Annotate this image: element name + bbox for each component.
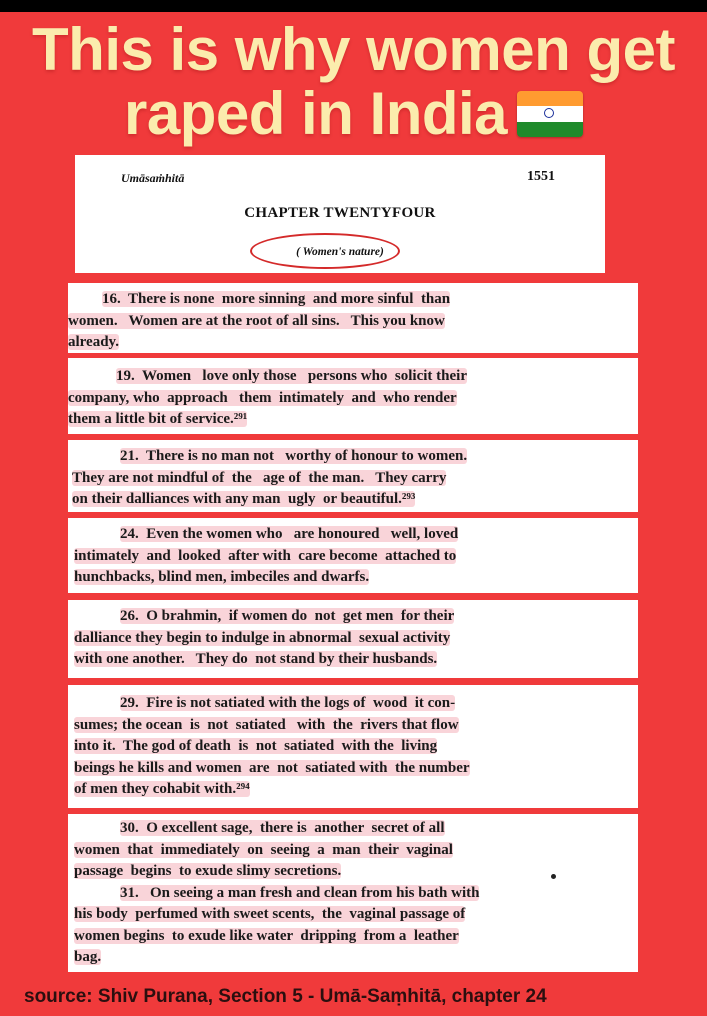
verse-19: [68, 358, 686, 431]
headline: [0, 18, 707, 146]
verse-21: [68, 440, 690, 511]
running-title: Umāsaṁhitā: [121, 171, 185, 185]
verse-line: beings he kills and women are not satiated with the number: [74, 759, 470, 776]
verse-line: women. Women are at the root of all sins. This you know: [68, 312, 445, 329]
verse-line: bag.: [74, 949, 102, 965]
verse-line: already.: [68, 334, 119, 350]
book-header-panel: [75, 155, 605, 273]
page-number: 1551: [527, 169, 555, 184]
verse-line: sumes; the ocean is not satiated with the rivers that flow: [74, 716, 459, 733]
verse-panel-30-31: [68, 814, 638, 972]
verse-line: them a little bit of service.²⁹¹: [68, 411, 248, 427]
verse-line: women begins to exude like water dripping from a leather: [74, 927, 459, 944]
chapter-title: CHAPTER TWENTYFOUR: [244, 205, 436, 221]
headline-line-2: raped in India: [123, 80, 508, 147]
source-caption: source: Shiv Purana, Section 5 - Umā-Saṃhitā, chapter 24: [24, 986, 547, 1007]
verse-line: on their dalliances with any man ugly or beautiful.²⁹³: [72, 491, 416, 507]
verse-panel-24: [68, 518, 638, 593]
ink-dot: [551, 874, 556, 879]
verse-24: [68, 518, 690, 589]
verse-line: 21. There is no man not worthy of honour to women.: [120, 448, 468, 464]
verse-line: company, who approach them intimately and who render: [68, 389, 457, 406]
verse-line: 19. Women love only those persons who solicit their: [116, 368, 467, 384]
top-black-bar: [0, 0, 707, 12]
verse-line: 16. There is none more sinning and more sinful than: [102, 291, 451, 307]
verse-panel-19: [68, 358, 638, 434]
verse-line: 24. Even the women who are honoured well, loved: [120, 526, 459, 542]
verse-line: 29. Fire is not satiated with the logs of wood it con-: [120, 695, 456, 711]
verse-line: 31. On seeing a man fresh and clean from his bath with: [120, 884, 480, 901]
verse-line: intimately and looked after with care become attached to: [74, 547, 457, 564]
verse-line: his body perfumed with sweet scents, the vaginal passage of: [74, 906, 466, 922]
verse-panel-29: [68, 685, 638, 808]
verse-16: [68, 283, 672, 354]
verse-line: hunchbacks, blind men, imbeciles and dwarfs.: [74, 569, 370, 585]
india-flag-icon: [517, 91, 583, 137]
verse-line: with one another. They do not stand by their husbands.: [74, 651, 438, 667]
verse-26: [68, 600, 690, 671]
verse-panel-16: [68, 283, 638, 353]
headline-line-1: This is why women get: [32, 16, 675, 83]
chapter-subtitle: ( Women's nature): [296, 246, 384, 258]
verse-line: 30. O excellent sage, there is another secret of all: [120, 820, 445, 836]
verse-line: women that immediately on seeing a man their vaginal: [74, 841, 453, 858]
verse-panel-26: [68, 600, 638, 678]
verse-29: [68, 685, 690, 801]
verse-line: into it. The god of death is not satiated with the living: [74, 738, 438, 754]
verse-line: passage begins to exude slimy secretions.: [74, 863, 342, 879]
verse-line: of men they cohabit with.²⁹⁴: [74, 781, 250, 797]
headline-line-2-wrap: [0, 82, 707, 146]
verse-line: dalliance they begin to indulge in abnormal sexual activity: [74, 629, 451, 646]
verse-panel-21: [68, 440, 638, 512]
verse-line: 26. O brahmin, if women do not get men for their: [120, 608, 455, 624]
verse-line: They are not mindful of the age of the man. They carry: [72, 469, 447, 486]
verse-30-31: [68, 814, 690, 969]
